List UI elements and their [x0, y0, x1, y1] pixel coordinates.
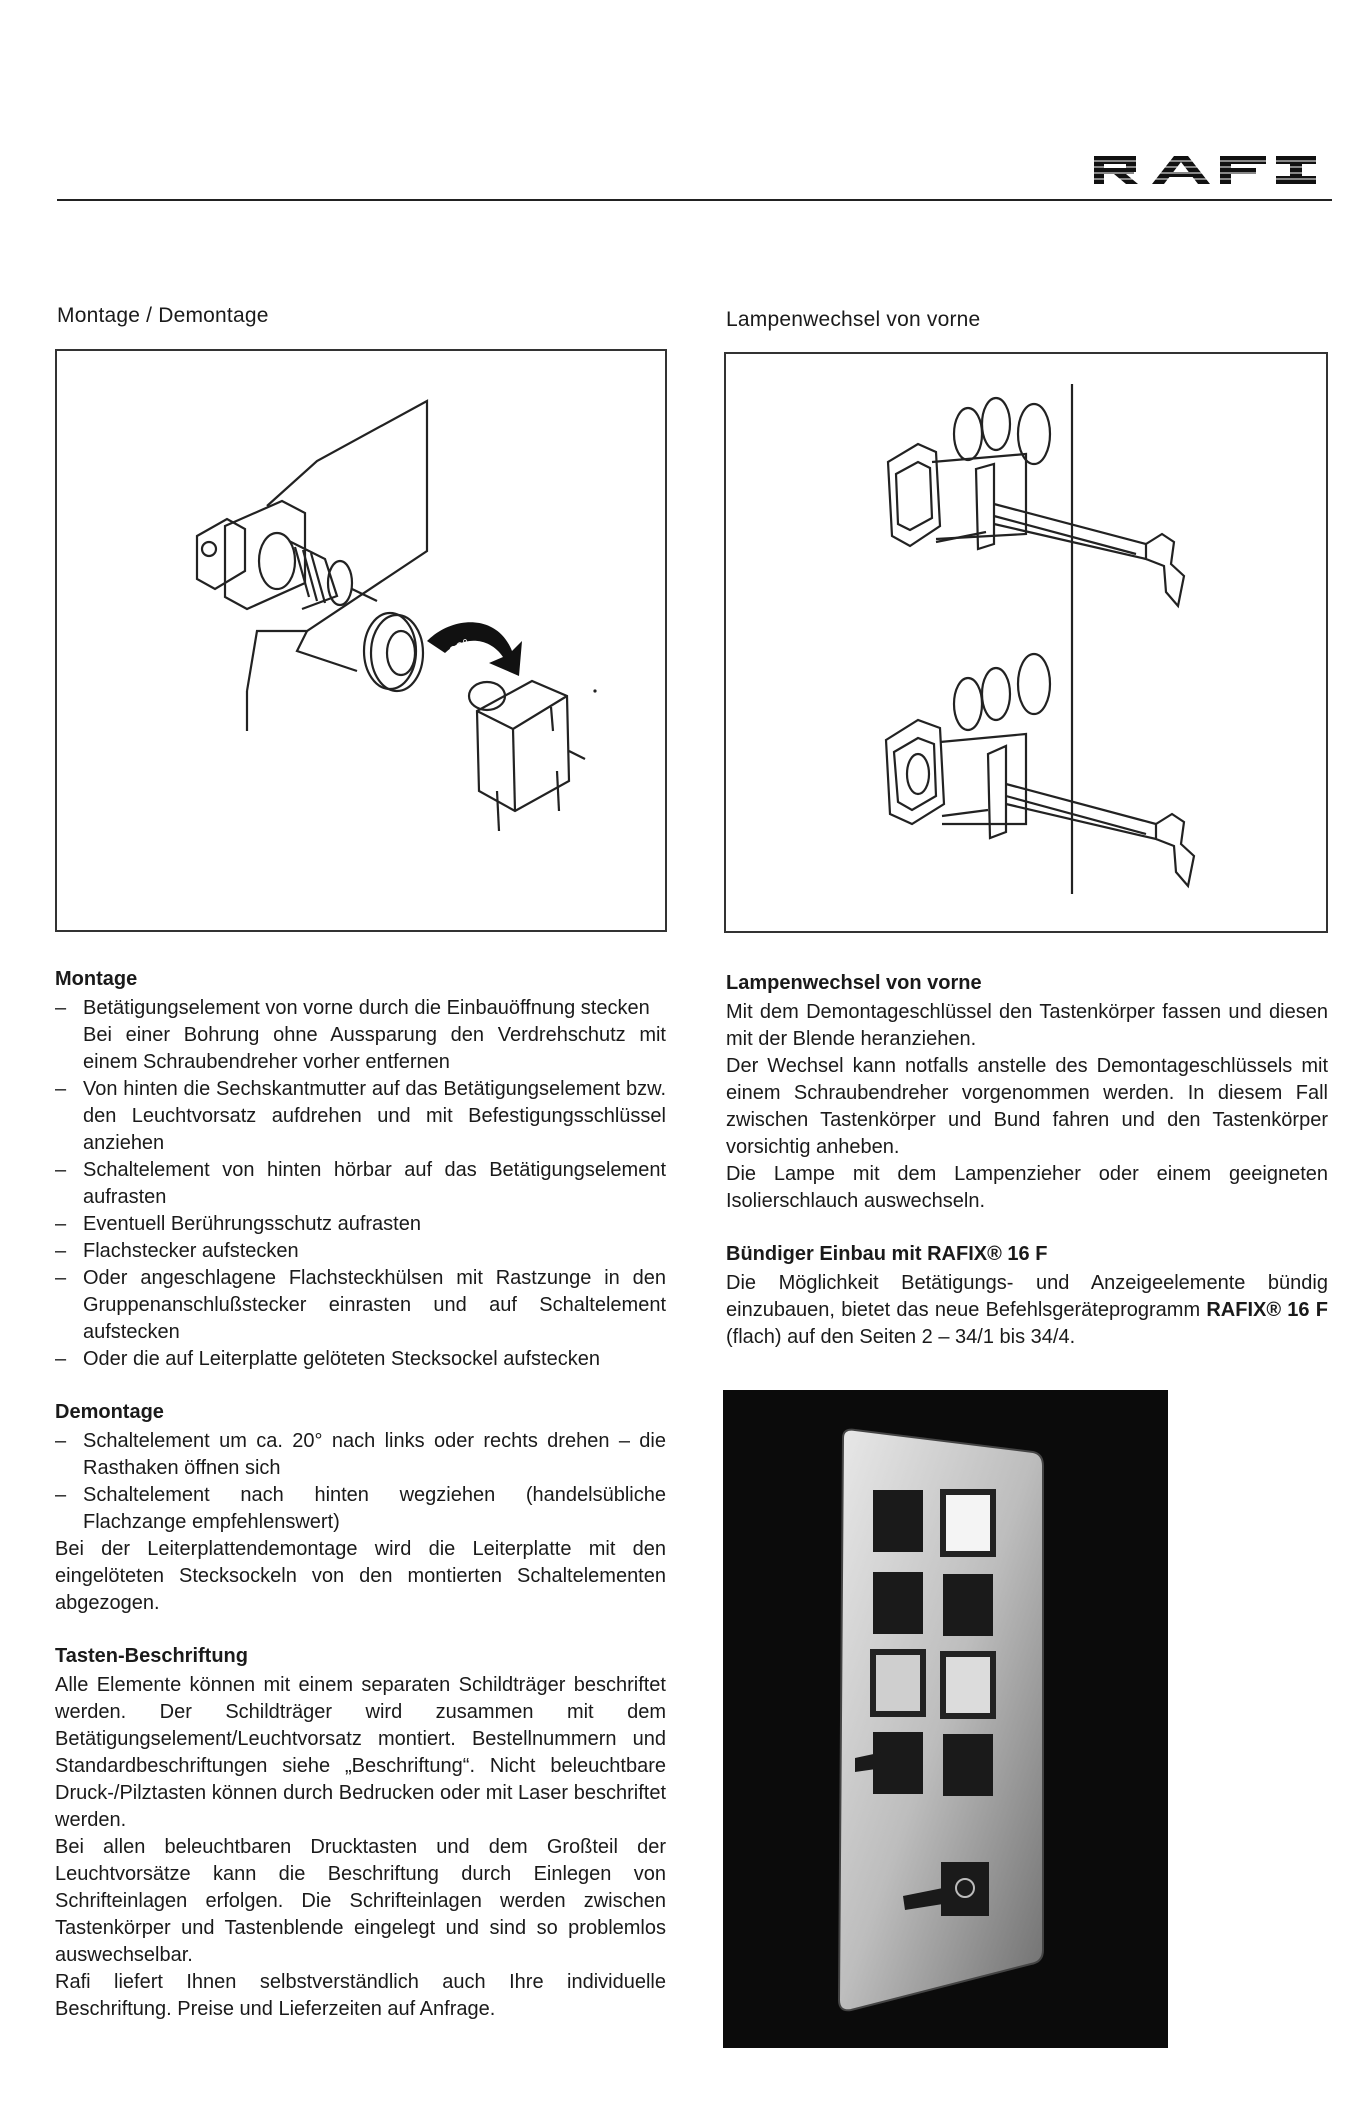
lampenwechsel-heading: Lampenwechsel von vorne	[726, 972, 982, 994]
list-item-text: Betätigungselement von vorne durch die Einbauöffnung stecken	[83, 997, 650, 1019]
buendig-text-after: (flach) auf den Seiten 2 – 34/1 bis 34/4.	[726, 1326, 1076, 1348]
buendig-heading: Bündiger Einbau mit RAFIX® 16 F	[726, 1243, 1048, 1265]
left-text-column	[55, 968, 666, 2023]
beschriftung-paragraph: Alle Elemente können mit einem separaten Schildträger beschriftet werden. Der Schildträger wird zusammen mit dem Betätigungselement/Leuchtvorsatz montiert. Bestellnummern und Standardbeschriftungen siehe „Beschriftung“. Nicht beleuchtbare Druck-/Pilztasten können durch Bedrucken oder mit Laser beschriftet werden.	[55, 1674, 666, 1831]
rafix-panel-photo	[723, 1390, 1168, 2048]
lampenwechsel-paragraph: Mit dem Demontageschlüssel den Tastenkörper fassen und diesen mit der Blende heranziehen.	[726, 1001, 1328, 1050]
list-item: – Schaltelement um ca. 20° nach links oder rechts drehen – die Rasthaken öffnen sich	[55, 1428, 666, 1482]
list-item-note: Bei einer Bohrung ohne Aussparung den Verdrehschutz mit einem Schraubendreher vorher entfernen	[83, 1024, 666, 1073]
header-rule	[57, 199, 1332, 201]
lampenwechsel-paragraph: Die Lampe mit dem Lampenzieher oder einem geeigneten Isolierschlauch auswechseln.	[726, 1163, 1328, 1212]
list-item: – Oder angeschlagene Flachsteckhülsen mit Rastzunge in den Gruppenanschlußstecker einrasten und auf Schaltelement aufstecken	[55, 1265, 666, 1346]
buendig-paragraph	[726, 1270, 1328, 1351]
lampenwechsel-figure	[724, 352, 1328, 933]
buendig-text-before: Die Möglichkeit Betätigungs- und Anzeigeelemente bündig einzubauen, bietet das neue Befehlsgeräteprogramm	[726, 1272, 1328, 1321]
right-text-column	[726, 972, 1328, 1351]
demontage-heading: Demontage	[55, 1401, 164, 1423]
lampenwechsel-paragraph: Der Wechsel kann notfalls anstelle des Demontageschlüssels mit einem Schraubendreher vorgenommen werden. In diesem Fall zwischen Tastenkörper und Bund fahren und den Tastenkörper vorsichtig anheben.	[726, 1055, 1328, 1158]
demontage-note: Bei der Leiterplattendemontage wird die Leiterplatte mit den eingelöteten Stecksockeln von den montierten Schaltelementen abgezogen.	[55, 1538, 666, 1614]
montage-list	[55, 995, 666, 1373]
beschriftung-heading: Tasten-Beschriftung	[55, 1645, 248, 1667]
list-item: – Schaltelement nach hinten wegziehen (handelsübliche Flachzange empfehlenswert)	[55, 1482, 666, 1536]
figure-title-montage: Montage / Demontage	[57, 304, 269, 327]
lampenwechsel-illustration	[726, 354, 1326, 931]
list-item	[55, 995, 666, 1076]
list-item: – Flachstecker aufstecken	[55, 1238, 666, 1265]
figure-title-lampenwechsel: Lampenwechsel von vorne	[726, 308, 981, 331]
montage-heading: Montage	[55, 968, 138, 990]
list-item: – Eventuell Berührungsschutz aufrasten	[55, 1211, 666, 1238]
demontage-list	[55, 1428, 666, 1536]
beschriftung-paragraph: Rafi liefert Ihnen selbstverständlich auch Ihre individuelle Beschriftung. Preise und Lieferzeiten auf Anfrage.	[55, 1971, 666, 2020]
beschriftung-paragraph: Bei allen beleuchtbaren Drucktasten und dem Großteil der Leuchtvorsätze kann die Beschriftung durch Einlegen von Schrifteinlagen erfolgen. Die Schrifteinlagen werden zwischen Tastenkörper und Tastenblende eingelegt und sind so problemlos auswechselbar.	[55, 1836, 666, 1966]
rafi-logo	[1092, 148, 1332, 190]
list-item: – Von hinten die Sechskantmutter auf das Betätigungselement bzw. den Leuchtvorsatz aufdrehen und mit Befestigungsschlüssel anziehen	[55, 1076, 666, 1157]
list-item: – Schaltelement von hinten hörbar auf das Betätigungselement aufrasten	[55, 1157, 666, 1211]
montage-figure	[55, 349, 667, 932]
buendig-text-bold: RAFIX® 16 F	[1206, 1299, 1328, 1321]
list-item: – Oder die auf Leiterplatte gelöteten Stecksockel aufstecken	[55, 1346, 666, 1373]
svg-text:20°: 20°	[446, 635, 473, 660]
montage-illustration	[57, 351, 665, 930]
